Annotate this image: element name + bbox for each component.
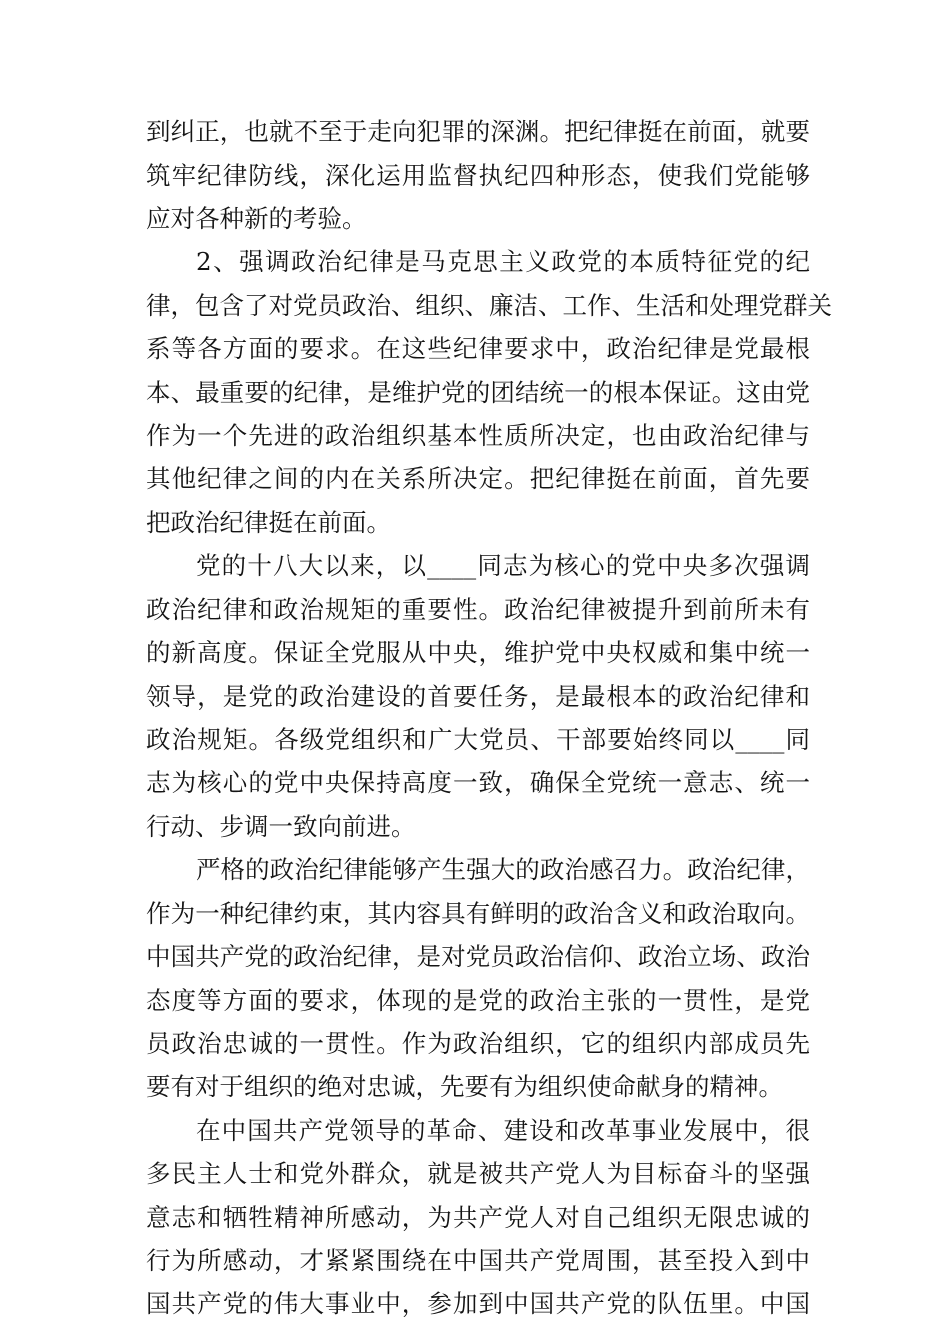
text-line: 志为核心的党中央保持高度一致，确保全党统一意志、统一 — [146, 768, 810, 797]
text-line: 意志和牺牲精神所感动，为共产党人对自己组织无限忠诚的 — [146, 1203, 810, 1232]
text-line: 要有对于组织的绝对忠诚，先要有为组织使命献身的精神。 — [146, 1072, 783, 1101]
text-line: 员政治忠诚的一贯性。作为政治组织，它的组织内部成员先 — [146, 1029, 810, 1058]
text-line: 的新高度。保证全党服从中央，维护党中央权威和集中统一 — [146, 638, 810, 667]
text-line: 行动、步调一致向前进。 — [146, 812, 416, 841]
text-line: 把政治纪律挺在前面。 — [146, 508, 391, 537]
text-line: 作为一种纪律约束，其内容具有鲜明的政治含义和政治取向。 — [146, 899, 810, 928]
text-line: 律，包含了对党员政治、组织、廉洁、工作、生活和处理党群关 — [146, 291, 832, 320]
text-line: 作为一个先进的政治组织基本性质所决定，也由政治纪律与 — [146, 421, 810, 450]
text-line: 应对各种新的考验。 — [146, 204, 367, 233]
text-line: 政治纪律和政治规矩的重要性。政治纪律被提升到前所未有 — [146, 595, 810, 624]
paragraph-start-line: 2、强调政治纪律是马克思主义政党的本质特征党的纪 — [196, 247, 810, 276]
text-line: 政治规矩。各级党组织和广大党员、干部要始终同以____同 — [146, 725, 810, 754]
text-line: 领导，是党的政治建设的首要任务，是最根本的政治纪律和 — [146, 682, 810, 711]
text-line: 态度等方面的要求，体现的是党的政治主张的一贯性，是党 — [146, 986, 810, 1015]
paragraph-start-line: 党的十八大以来，以____同志为核心的党中央多次强调 — [196, 551, 810, 580]
paragraph-start-line: 在中国共产党领导的革命、建设和改革事业发展中，很 — [196, 1116, 810, 1145]
text-line: 国共产党的伟大事业中，参加到中国共产党的队伍里。中国 — [146, 1289, 810, 1318]
text-line: 筑牢纪律防线，深化运用监督执纪四种形态，使我们党能够 — [146, 161, 810, 190]
text-line: 系等各方面的要求。在这些纪律要求中，政治纪律是党最根 — [146, 334, 810, 363]
text-line: 其他纪律之间的内在关系所决定。把纪律挺在前面，首先要 — [146, 464, 810, 493]
text-line: 本、最重要的纪律，是维护党的团结统一的根本保证。这由党 — [146, 378, 810, 407]
text-line: 到纠正，也就不至于走向犯罪的深渊。把纪律挺在前面，就要 — [146, 117, 810, 146]
paragraph-start-line: 严格的政治纪律能够产生强大的政治感召力。政治纪律， — [196, 855, 810, 884]
text-line: 行为所感动，才紧紧围绕在中国共产党周围，甚至投入到中 — [146, 1246, 810, 1275]
text-line: 多民主人士和党外群众，就是被共产党人为目标奋斗的坚强 — [146, 1159, 810, 1188]
text-line: 中国共产党的政治纪律，是对党员政治信仰、政治立场、政治 — [146, 942, 810, 971]
